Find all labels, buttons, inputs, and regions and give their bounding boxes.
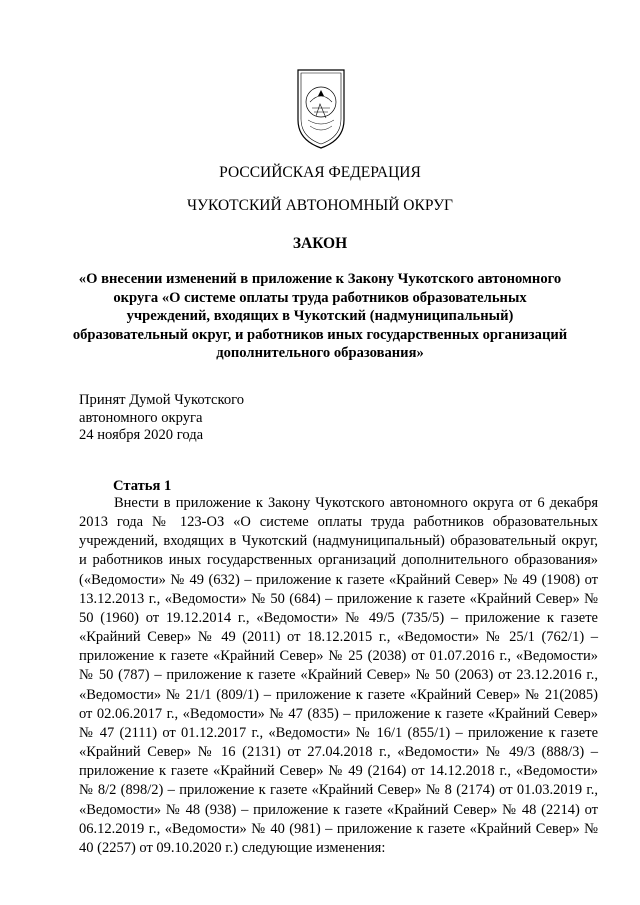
country-heading: РОССИЙСКАЯ ФЕДЕРАЦИЯ (219, 164, 421, 181)
adoption-line: Принят Думой Чукотского (79, 392, 245, 408)
adoption-date: 24 ноября 2020 года (79, 427, 204, 443)
adoption-line: автономного округа (79, 409, 203, 426)
article-heading: Статья 1 (113, 478, 172, 494)
document-type: ЗАКОН (292, 235, 348, 252)
article-body: Внести в приложение к Закону Чукотского автономного округа от 6 декабря 2013 года № 123-ОЗ «О системе оплаты труда работников образовательных учреждений, входящих в Чукотский (надмуниципальный) образовательный округ, и работников иных государственных организаций дополнительного образования» («Ведомости» № 49 (632) – приложение к газете «Крайний Север» № 49 (1908) от 13.12.2013 г., «Ведомости» № 50 (684) – приложение к газете «Крайний Север» № 50 (1960) от 19.12.2014 г., «Ведомости» № 49/5 (735/5) – приложение к газете «Крайний Север» № 49 (2011) от 18.12.2015 г., «Ведомости» № 25/1 (762/1) – приложение к газете «Крайний Север» № 25 (2038) от 01.07.2016 г., «Ведомости» № 50 (787) – приложение к газете «Крайний Север» № 50 (2063) от 23.12.2016 г., «Ведомости» № 21/1 (809/1) – приложение к газете «Крайний Север» № 21(2085) от 02.06.2017 г., «Ведомости» № 47 (835) – приложение к газете «Крайний Север» № 47 (2111) от 01.12.2017 г., «Ведомости» № 16/1 (855/1) – приложение к газете «Крайний Север» № 16 (2131) от 27.04.2018 г., «Ведомости» № 49/3 (888/3) – приложение к газете «Крайний Север» № 49 (2164) от 14.12.2018 г., «Ведомости» № 8/2 (898/2) – приложение к газете «Крайний Север» № 8 (2174) от 01.03.2019 г., «Ведомости» № 48 (938) – приложение к газете «Крайний Север» № 48 (2214) от 06.12.2019 г., «Ведомости» № 40 (981) – приложение к газете «Крайний Север» № 40 (2257) от 09.10.2020 г.) следующие изменения: (79, 495, 598, 856)
coat-of-arms-icon (296, 68, 346, 150)
region-heading: ЧУКОТСКИЙ АВТОНОМНЫЙ ОКРУГ (186, 197, 454, 214)
law-title: «О внесении изменений в приложение к Закону Чукотского автономного округа «О системе оплаты труда работников образовательных учреждений, входящих в Чукотский (надмуниципальный) образовательный округ, и работников иных государственных организаций дополнительного образования» (72, 271, 568, 362)
adoption-block (79, 392, 244, 445)
